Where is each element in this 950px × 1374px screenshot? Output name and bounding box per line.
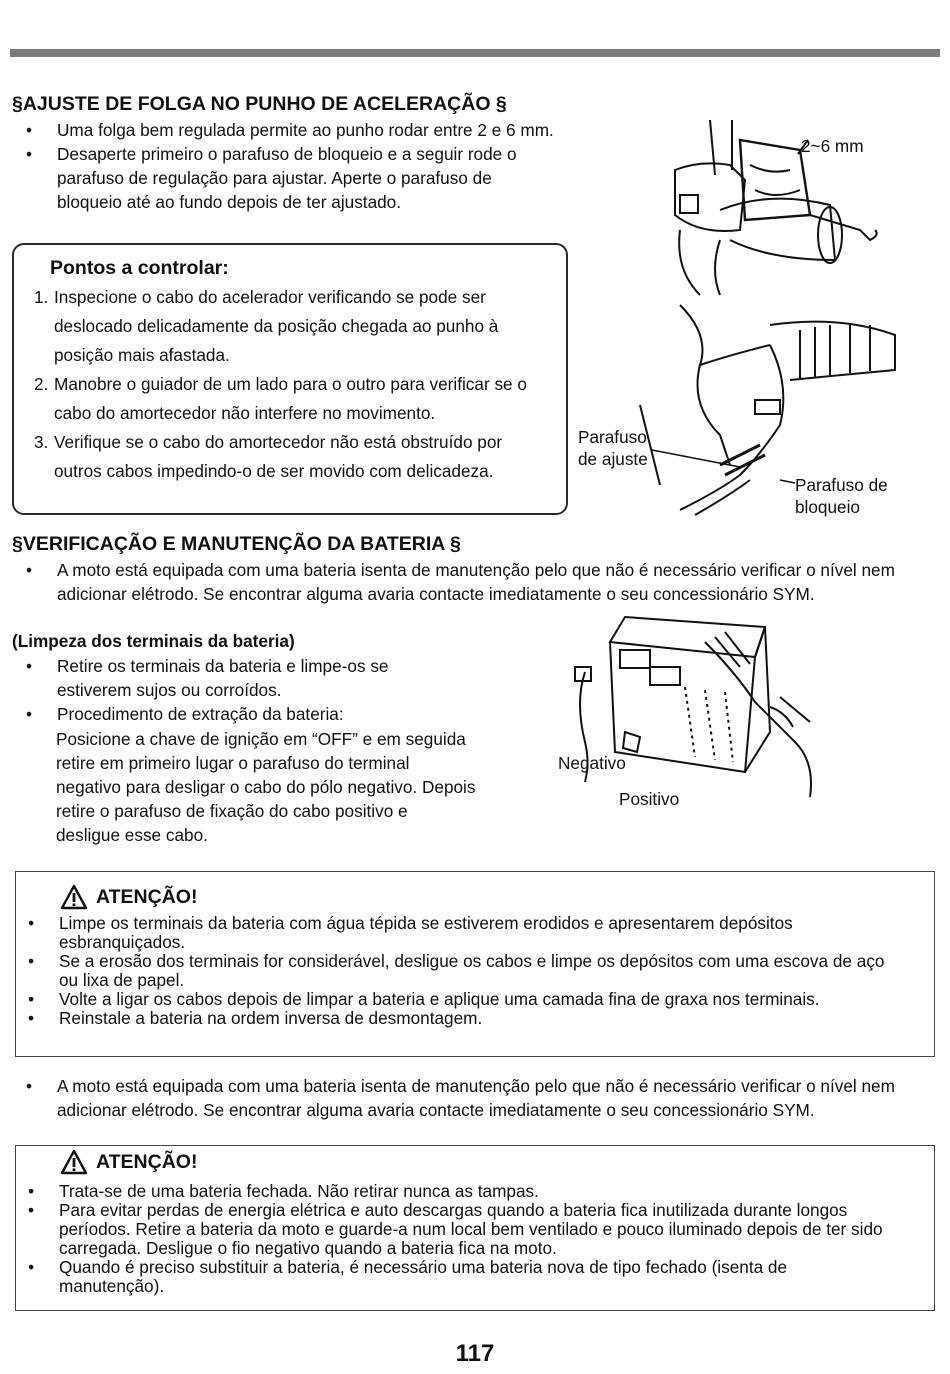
attention-heading — [60, 1149, 197, 1175]
battery-illustration — [565, 612, 830, 812]
bullet-item: • A moto está equipada com uma bateria isenta de manutenção pelo que não é necessário verificar o nível nem adicionar elétrodo. Se encontrar alguma avaria contacte imediatamente o seu concessionário SYM. — [12, 1074, 922, 1122]
checkpoint-item — [34, 428, 554, 486]
bullet-item: • Reinstale a bateria na ordem inversa de desmontagem. — [14, 1009, 894, 1028]
attention-title: ATENÇÃO! — [96, 1150, 198, 1173]
checkpoint-number: 2. — [34, 374, 49, 394]
checkpoint-item — [34, 370, 554, 428]
attention-box-1 — [15, 871, 935, 1057]
bullet-item: • Limpe os terminais da bateria com água tépida se estiverem erodidos e apresentarem depósitos esbranquiçados. — [14, 914, 894, 952]
bullet-item: • A moto está equipada com uma bateria isenta de manutenção pelo que não é necessário verificar o nível nem adicionar elétrodo. Se encontrar alguma avaria contacte imediatamente o seu concessionário SYM. — [12, 558, 922, 606]
checkpoints-title: Pontos a controlar: — [50, 257, 229, 279]
bullet-item: • Procedimento de extração da bateria: — [12, 702, 462, 726]
battery-intro — [12, 558, 922, 606]
page-number: 117 — [455, 1340, 495, 1367]
checkpoint-text: Manobre o guiador de um lado para o outro para verificar se o cabo do amortecedor não interfere no movimento. — [54, 374, 527, 423]
attention-heading — [60, 884, 197, 910]
checkpoint-item — [34, 283, 554, 370]
checkpoints-panel — [12, 243, 568, 515]
checkpoint-number: 1. — [34, 287, 49, 307]
positive-label: Positivo — [619, 789, 680, 809]
bullet-item: • Desaperte primeiro o parafuso de bloqueio e a seguir rode o parafuso de regulação para ajustar. Aperte o parafuso de bloqueio até ao fundo depois de ter ajustado. — [12, 142, 560, 214]
bullet-item: • Uma folga bem regulada permite ao punho rodar entre 2 e 6 mm. — [12, 118, 560, 142]
attention-title: ATENÇÃO! — [96, 885, 198, 908]
throttle-bullets — [12, 118, 560, 214]
cleaning-bullets — [12, 654, 462, 726]
play-label: 2~6 mm — [801, 136, 864, 156]
checkpoints-list — [34, 283, 554, 486]
bullet-item: • Se a erosão dos terminais for considerável, desligue os cabos e limpe os depósitos com uma escova de aço ou lixa de papel. — [14, 952, 894, 990]
cleaning-title: (Limpeza dos terminais da bateria) — [12, 631, 295, 651]
warning-icon — [60, 884, 88, 910]
lock-screw-label: Parafuso de bloqueio — [795, 475, 888, 517]
checkpoint-number: 3. — [34, 432, 49, 452]
attention-bullets — [14, 914, 894, 1028]
top-rule — [10, 49, 940, 57]
attention-bullets — [14, 1182, 894, 1296]
bullet-item: • Retire os terminais da bateria e limpe-os se estiverem sujos ou corroídos. — [12, 654, 462, 702]
section-title-throttle: §AJUSTE DE FOLGA NO PUNHO DE ACELERAÇÃO § — [12, 93, 507, 115]
checkpoint-text: Verifique se o cabo do amortecedor não está obstruído por outros cabos impedindo-o de ser movido com delicadeza. — [54, 432, 503, 481]
checkpoint-text: Inspecione o cabo do acelerador verificando se pode ser deslocado delicadamente da posição chegada ao punho à posição mais afastada. — [54, 287, 499, 365]
bullet-item: • Quando é preciso substituir a bateria, é necessário uma bateria nova de tipo fechado (isenta de manutenção). — [14, 1258, 894, 1296]
adjust-screw-label: Parafuso de ajuste — [578, 427, 648, 469]
attention-box-2 — [15, 1145, 935, 1311]
bullet-item: • Para evitar perdas de energia elétrica e auto descargas quando a bateria fica inutilizada durante longos períodos. Retire a bateria da moto e guarde-a num local bem ventilado e pouco iluminado depois de ter sido carregada. Desligue o fio negativo quando a bateria fica na moto. — [14, 1201, 894, 1258]
section-title-battery: §VERIFICAÇÃO E MANUTENÇÃO DA BATERIA § — [12, 533, 461, 555]
warning-icon — [60, 1149, 88, 1175]
procedure-text: Posicione a chave de ignição em “OFF” e em seguida retire em primeiro lugar o parafuso do terminal negativo para desligar o cabo do pólo negativo. Depois retire o parafuso de fixação do cabo positivo e desligue esse cabo. — [56, 729, 476, 845]
bullet-item: • Volte a ligar os cabos depois de limpar a bateria e aplique uma camada fina de graxa nos terminais. — [14, 990, 894, 1009]
battery-intro-repeat — [12, 1074, 922, 1122]
bullet-item: • Trata-se de uma bateria fechada. Não retirar nunca as tampas. — [14, 1182, 894, 1201]
negative-label: Negativo — [558, 753, 626, 773]
